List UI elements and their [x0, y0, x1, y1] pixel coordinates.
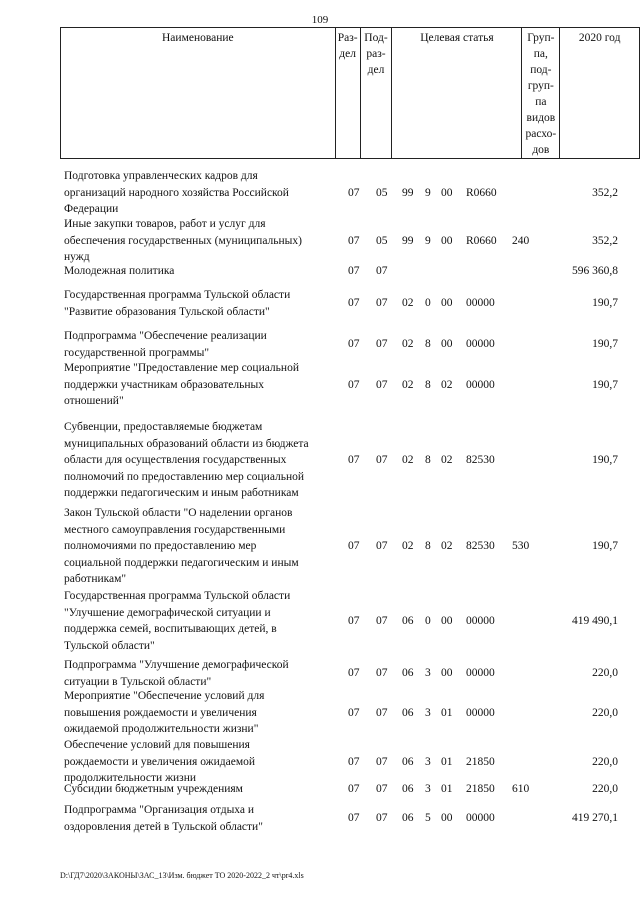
amount-cell: 190,7: [592, 378, 618, 391]
row-name-line: Государственная программа Тульской области: [64, 590, 291, 602]
row-name-line: организаций народного хозяйства Российской: [64, 186, 289, 199]
subprogram-code-cell: 8: [425, 338, 431, 351]
header-vid-line: груп-: [527, 80, 554, 92]
razdel-cell: 07: [348, 454, 360, 466]
row-name-line: поддержки педагогическим и иным работникам: [64, 487, 299, 499]
direction-code-cell: 00000: [466, 614, 495, 627]
row-name: [64, 328, 344, 361]
header-razdel-line: Раз-: [337, 32, 358, 44]
activity-code-cell: 00: [441, 297, 453, 310]
row-name-line: Молодежная политика: [64, 265, 175, 277]
amount-cell: 220,0: [592, 783, 618, 795]
row-name-line: отношений": [64, 395, 124, 407]
direction-code-cell: 00000: [466, 706, 495, 719]
row-name-line: нужд: [64, 251, 90, 263]
podrazdel-cell: 07: [376, 338, 388, 351]
program-code-cell: 06: [402, 755, 414, 768]
subprogram-code-cell: 8: [425, 378, 431, 391]
subprogram-code-cell: 3: [425, 755, 431, 768]
row-name-line: Мероприятие "Обеспечение условий для: [64, 690, 265, 702]
row-name: [64, 781, 344, 798]
header-vid-line: под-: [530, 64, 552, 76]
row-name-line: Субсидии бюджетным учреждениям: [64, 783, 243, 795]
direction-code-cell: 82530: [466, 454, 495, 466]
program-code-cell: 02: [402, 540, 414, 552]
subprogram-code-cell: 9: [425, 234, 431, 247]
program-code-cell: 02: [402, 378, 414, 391]
row-name: [64, 688, 344, 738]
razdel-cell: 07: [348, 812, 360, 825]
expense-type-cell: 530: [512, 540, 530, 552]
header-razdel-line: дел: [339, 48, 356, 60]
program-code-cell: 06: [402, 783, 414, 795]
direction-code-cell: R0660: [466, 186, 497, 199]
row-name: [64, 168, 344, 218]
podrazdel-cell: 07: [376, 706, 388, 719]
subprogram-code-cell: 0: [425, 614, 431, 627]
row-name-line: полномочиями по предоставлению мер: [64, 540, 257, 552]
razdel-cell: 07: [348, 667, 360, 680]
row-name-line: Тульской области": [64, 639, 155, 652]
header-razdel: [335, 28, 360, 159]
row-name: [64, 588, 344, 654]
subprogram-code-cell: 8: [425, 454, 431, 466]
row-name-line: повышения рождаемости и увеличения: [64, 706, 257, 719]
row-name-line: поддержки участникам образовательных: [64, 378, 264, 391]
amount-cell: 190,7: [592, 540, 618, 552]
header-year: [560, 28, 640, 159]
expense-type-cell: 240: [512, 234, 530, 247]
subprogram-code-cell: 8: [425, 540, 431, 552]
row-name: [64, 737, 344, 787]
subprogram-code-cell: 3: [425, 783, 431, 795]
file-path-footer: D:\ГД7\2020\ЗАКОНЫ\ЗАС_13\Изм. бюджет ТО 2020-2022_2 чт\pr4.xls: [60, 871, 304, 880]
row-name-line: полномочий по предоставлению мер социальной: [64, 470, 305, 483]
row-name-line: Подпрограмма "Обеспечение реализации: [64, 330, 267, 342]
podrazdel-cell: 07: [376, 265, 388, 277]
direction-code-cell: R0660: [466, 234, 497, 247]
activity-code-cell: 02: [441, 540, 453, 552]
podrazdel-cell: 07: [376, 783, 388, 795]
row-name-line: местного самоуправления государственными: [64, 523, 286, 536]
direction-code-cell: 00000: [466, 378, 495, 391]
activity-code-cell: 01: [441, 706, 453, 719]
razdel-cell: 07: [348, 755, 360, 768]
subprogram-code-cell: 3: [425, 667, 431, 680]
row-name-line: Подпрограмма "Организация отдыха и: [64, 804, 255, 816]
razdel-cell: 07: [348, 378, 360, 391]
amount-cell: 352,2: [592, 234, 618, 247]
activity-code-cell: 00: [441, 234, 453, 247]
amount-cell: 419 490,1: [572, 614, 618, 627]
program-code-cell: 02: [402, 338, 414, 351]
program-code-cell: 06: [402, 706, 414, 719]
row-name-line: Подпрограмма "Улучшение демографической: [64, 659, 289, 671]
activity-code-cell: 02: [441, 378, 453, 391]
activity-code-cell: 00: [441, 812, 453, 825]
row-name-line: Закон Тульской области "О наделении органов: [64, 507, 293, 519]
header-vid-line: Груп-: [527, 32, 555, 44]
podrazdel-cell: 07: [376, 540, 388, 552]
row-name-line: рождаемости и увеличения ожидаемой: [64, 755, 255, 768]
header-podrazdel: [360, 28, 392, 159]
program-code-cell: 99: [402, 186, 414, 199]
program-code-cell: 02: [402, 297, 414, 310]
amount-cell: 220,0: [592, 667, 618, 680]
header-target-line: Целевая статья: [420, 32, 494, 44]
razdel-cell: 07: [348, 540, 360, 552]
subprogram-code-cell: 0: [425, 297, 431, 310]
amount-cell: 190,7: [592, 338, 618, 351]
header-year-line: 2020 год: [578, 32, 621, 44]
podrazdel-cell: 07: [376, 667, 388, 680]
direction-code-cell: 21850: [466, 755, 495, 768]
activity-code-cell: 00: [441, 186, 453, 199]
direction-code-cell: 00000: [466, 667, 495, 680]
amount-cell: 220,0: [592, 755, 618, 768]
activity-code-cell: 01: [441, 755, 453, 768]
header-target-article: [392, 28, 522, 159]
direction-code-cell: 00000: [466, 297, 495, 310]
podrazdel-cell: 07: [376, 378, 388, 391]
razdel-cell: 07: [348, 265, 360, 277]
page-number: 109: [311, 14, 329, 26]
razdel-cell: 07: [348, 338, 360, 351]
header-podrazdel-line: раз-: [366, 48, 386, 60]
header-expense-group: [522, 28, 560, 159]
program-code-cell: 06: [402, 614, 414, 627]
row-name-line: Иные закупки товаров, работ и услуг для: [64, 218, 266, 230]
expense-type-cell: 610: [512, 783, 530, 795]
row-name-line: Субвенции, предоставляемые бюджетам: [64, 421, 263, 433]
podrazdel-cell: 07: [376, 614, 388, 627]
header-name: [61, 28, 336, 159]
activity-code-cell: 00: [441, 667, 453, 680]
row-name-line: социальной поддержки педагогическим и иным: [64, 556, 299, 569]
subprogram-code-cell: 3: [425, 706, 431, 719]
program-code-cell: 06: [402, 667, 414, 680]
razdel-cell: 07: [348, 783, 360, 795]
row-name: [64, 263, 344, 280]
row-name-line: работникам": [64, 573, 127, 585]
row-name-line: государственной программы": [64, 346, 210, 359]
razdel-cell: 07: [348, 234, 360, 247]
row-name: [64, 419, 344, 502]
header-vid-line: па,: [533, 48, 548, 60]
direction-code-cell: 82530: [466, 540, 495, 552]
subprogram-code-cell: 9: [425, 186, 431, 199]
program-code-cell: 02: [402, 454, 414, 466]
row-name-line: муниципальных образований области из бюджета: [64, 437, 309, 450]
program-code-cell: 99: [402, 234, 414, 247]
row-name-line: "Улучшение демографической ситуации и: [64, 606, 271, 619]
direction-code-cell: 00000: [466, 338, 495, 351]
row-name: [64, 802, 344, 835]
razdel-cell: 07: [348, 706, 360, 719]
razdel-cell: 07: [348, 614, 360, 627]
subprogram-code-cell: 5: [425, 812, 431, 825]
header-podrazdel-line: дел: [367, 64, 385, 76]
row-name: [64, 657, 344, 690]
podrazdel-cell: 07: [376, 454, 388, 466]
razdel-cell: 07: [348, 297, 360, 310]
header-name-line: Наименование: [162, 32, 234, 44]
row-name-line: области для осуществления государственных: [64, 454, 287, 466]
razdel-cell: 07: [348, 186, 360, 199]
row-name-line: Мероприятие "Предоставление мер социальной: [64, 362, 299, 374]
amount-cell: 352,2: [592, 186, 618, 199]
podrazdel-cell: 05: [376, 234, 388, 247]
header-vid-line: па: [535, 96, 547, 108]
activity-code-cell: 01: [441, 783, 453, 795]
amount-cell: 190,7: [592, 454, 618, 466]
row-name-line: Федерации: [64, 203, 119, 215]
header-vid-line: дов: [532, 144, 550, 156]
row-name-line: "Развитие образования Тульской области": [64, 305, 270, 318]
amount-cell: 190,7: [592, 297, 618, 310]
header-podrazdel-line: Под-: [364, 32, 388, 44]
activity-code-cell: 00: [441, 614, 453, 627]
row-name-line: обеспечения государственных (муниципальных): [64, 234, 302, 247]
row-name: [64, 216, 344, 266]
row-name-line: Обеспечение условий для повышения: [64, 739, 250, 751]
program-code-cell: 06: [402, 812, 414, 825]
activity-code-cell: 02: [441, 454, 453, 466]
activity-code-cell: 00: [441, 338, 453, 351]
row-name-line: Подготовка управленческих кадров для: [64, 170, 258, 182]
table-header: [60, 27, 640, 159]
podrazdel-cell: 07: [376, 755, 388, 768]
amount-cell: 419 270,1: [572, 812, 618, 825]
direction-code-cell: 21850: [466, 783, 495, 795]
amount-cell: 596 360,8: [572, 265, 618, 277]
podrazdel-cell: 07: [376, 812, 388, 825]
row-name-line: Государственная программа Тульской области: [64, 289, 291, 301]
podrazdel-cell: 05: [376, 186, 388, 199]
header-vid-line: видов: [526, 112, 556, 124]
row-name-line: оздоровления детей в Тульской области": [64, 820, 263, 833]
row-name-line: ожидаемой продолжительности жизни": [64, 723, 259, 735]
row-name: [64, 287, 344, 320]
row-name-line: ситуации в Тульской области": [64, 675, 212, 688]
row-name-line: поддержка семей, воспитывающих детей, в: [64, 623, 277, 635]
row-name-line: продолжительности жизни: [64, 772, 197, 784]
direction-code-cell: 00000: [466, 812, 495, 825]
amount-cell: 220,0: [592, 706, 618, 719]
podrazdel-cell: 07: [376, 297, 388, 310]
row-name: [64, 360, 344, 410]
row-name: [64, 505, 344, 588]
header-vid-line: расхо-: [525, 128, 557, 140]
